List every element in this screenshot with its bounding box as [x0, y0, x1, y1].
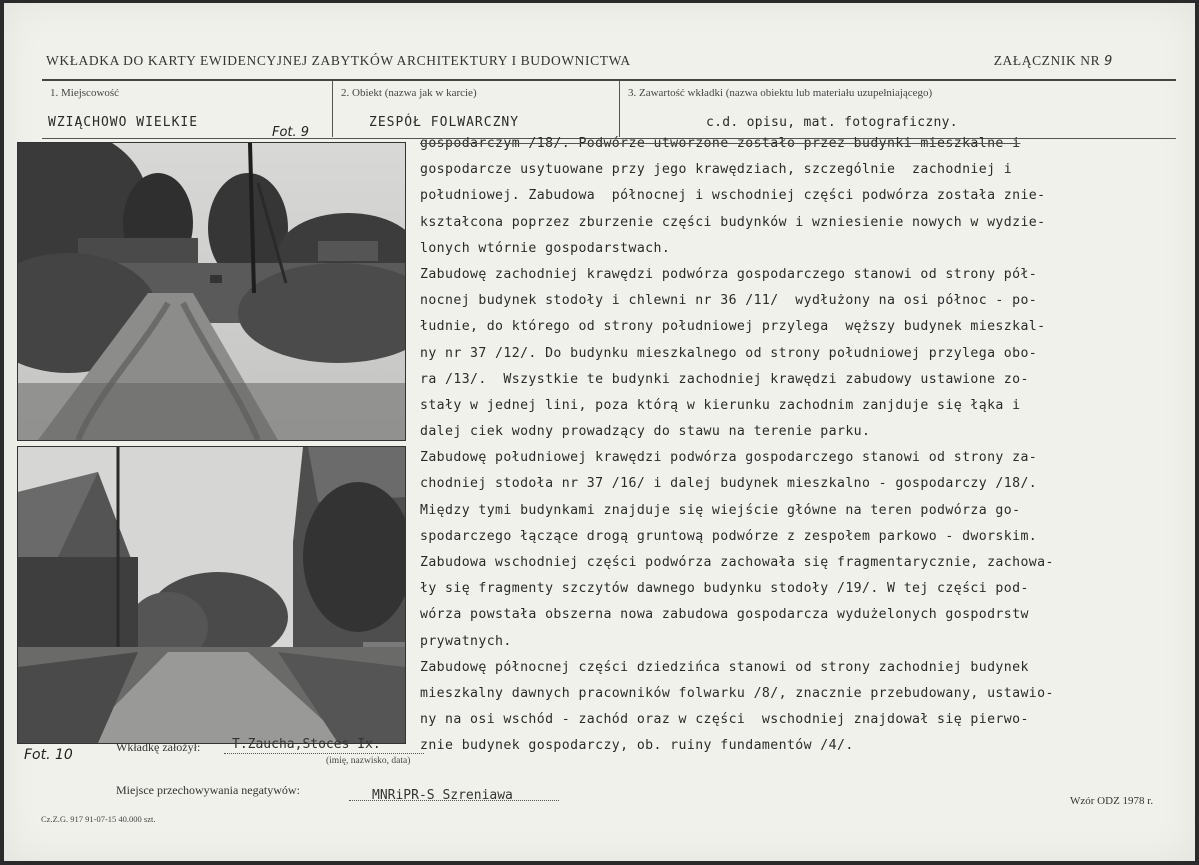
field-object — [332, 81, 620, 137]
description-text — [420, 131, 1180, 760]
compiled-by-dotline — [224, 753, 424, 754]
text-line: Zabudowę południowej krawędzi podwórza gospodarczego stanowi od strony za- — [420, 450, 1038, 466]
text-line: Zabudowa wschodniej części podwórza zachowała się fragmentarycznie, zachowa- — [420, 555, 1054, 570]
negatives-dotline — [349, 800, 559, 801]
text-line: ra /13/. Wszystkie te budynki zachodniej krawędzi zabudowy ustawione zo- — [420, 371, 1029, 387]
text-line: chodniej stodoła nr 37 /16/ i dalej budynek mieszkalno - gospodarczy /18/. — [420, 476, 1038, 492]
attachment-label: ZAŁĄCZNIK NR — [993, 53, 1101, 68]
text-line: gospodarczym /18/. Podwórze utworzone zostało przez budynki mieszkalne i — [420, 136, 1021, 151]
negatives-value: MNRiPR-S Szreniawa — [372, 788, 513, 803]
text-line: mieszkalny dawnych pracowników folwarku /8/, znacznie przebudowany, ustawio- — [420, 685, 1054, 701]
text-line: ny na osi wschód - zachód oraz w części wschodniej znajdował się pierwo- — [420, 712, 1029, 728]
compiled-by-label: Wkładkę założył: — [116, 740, 201, 754]
text-line: kształcona poprzez zburzenie części budynków i wzniesienie nowych w wydzie- — [420, 214, 1046, 230]
text-line: lonych wtórnie gospodarstwach. — [420, 240, 671, 256]
print-code: Cz.Z.G. 917 91-07-15 40.000 szt. — [41, 814, 156, 824]
text-line: wórza powstała obszerna nowa zabudowa gospodarcza wydużelonych gospodrstw — [420, 607, 1029, 623]
text-line: spodarczego łączące drogą gruntową podwórze z zespołem parkowo - dworskim. — [420, 528, 1038, 544]
form-title: WKŁADKA DO KARTY EWIDENCYJNEJ ZABYTKÓW ARCHITEKTURY I BUDOWNICTWA — [46, 53, 631, 68]
text-line: znie budynek gospodarczy, ob. ruiny fundamentów /4/. — [420, 738, 854, 754]
attachment-number-value: 9 — [1104, 53, 1113, 69]
locality-label: 1. Miejscowość — [50, 87, 120, 99]
attachment-number — [994, 53, 1113, 69]
object-label: 2. Obiekt (nazwa jak w karcie) — [341, 87, 477, 99]
text-line: Zabudowę zachodniej krawędzi podwórza gospodarczego stanowi od strony pół- — [420, 266, 1038, 282]
text-line: nocnej budynek stodoły i chlewni nr 36 /11/ wydłużony na osi północ - po- — [420, 293, 1038, 309]
object-value: ZESPÓŁ FOLWARCZNY — [369, 115, 520, 130]
photo-cobbled-lane — [17, 446, 406, 744]
photo-9-note: Fot. 9 — [272, 125, 310, 140]
contents-label: 3. Zawartość wkładki (nazwa obiektu lub materiału uzupełniającego) — [628, 87, 933, 99]
photo-10-note: Fot. 10 — [24, 747, 73, 763]
text-line: dalej ciek wodny prowadzący do stawu na terenie parku. — [420, 424, 871, 440]
compiled-by-caption: (imię, nazwisko, data) — [326, 756, 411, 766]
text-line: Zabudowę północnej części dziedzińca stanowi od strony zachodniej budynek — [420, 659, 1029, 675]
contents-value: c.d. opisu, mat. fotograficzny. — [706, 115, 958, 130]
field-contents — [619, 81, 1177, 137]
text-line: Między tymi budynkami znajduje się wiejście główne na teren podwórza go- — [420, 502, 1021, 518]
text-line: ny nr 37 /12/. Do budynku mieszkalnego od strony południowej przylega obo- — [420, 345, 1038, 361]
text-line: łudnie, do którego od strony południowej przylega węższy budynek mieszkal- — [420, 319, 1046, 335]
locality-value: WZIĄCHOWO WIELKIE — [48, 115, 199, 130]
inventory-card-insert — [4, 3, 1195, 861]
text-line: stały w jednej lini, poza którą w kierunku zachodnim zanjduje się łąka i — [420, 397, 1021, 413]
negatives-label: Miejsce przechowywania negatywów: — [116, 783, 300, 797]
photo-rural-road — [17, 142, 406, 441]
form-model: Wzór ODZ 1978 r. — [1070, 795, 1154, 807]
text-line: ły się fragmenty szczytów dawnego budynku stodoły /19/. W tej części pod- — [420, 581, 1029, 597]
text-line: prywatnych. — [420, 633, 512, 649]
compiled-by-value: T.Zaucha,Stoces Ix. — [232, 737, 381, 752]
text-line: gospodarcze usytuowane przy jego krawędziach, szczególnie zachodniej i — [420, 162, 1013, 178]
text-line: południowej. Zabudowa północnej i wschodniej części podwórza została znie- — [420, 188, 1046, 204]
